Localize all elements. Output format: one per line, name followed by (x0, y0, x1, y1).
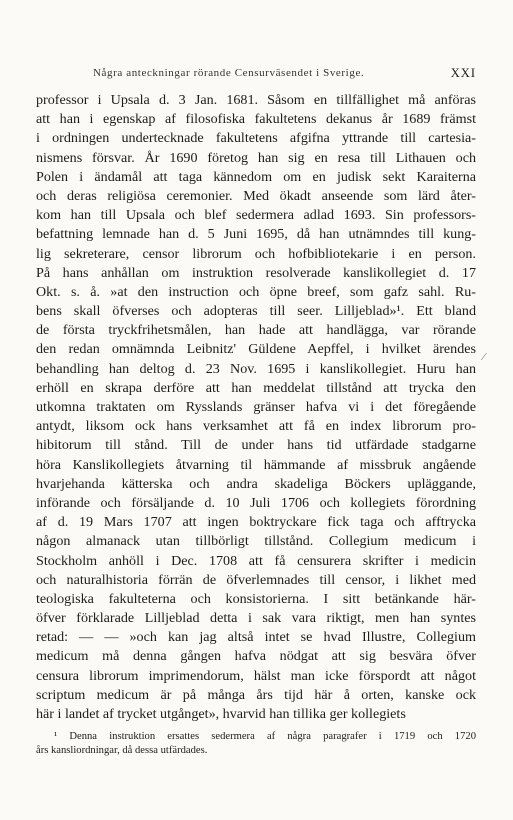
text-line: antydt, liksom ock hans verksamhet att få en index librorum pro- (36, 418, 476, 435)
text-line: På hans anhållan om instruktion resolverade kanslikollegiet d. 17 (36, 264, 476, 281)
text-line: af d. 19 Mars 1707 att ingen boktryckare fick taga och afftrycka (36, 514, 476, 531)
text-line: befattning lemnade han d. 5 Juni 1695, då han utnämndes till kung- (36, 226, 476, 243)
text-line: professor i Upsala d. 3 Jan. 1681. Såsom en tillfällighet må anföras (36, 92, 476, 108)
body-text (36, 91, 476, 724)
text-line: höra Kanslikollegiets åtvarning til hämmande af missbruk angående (36, 456, 476, 473)
text-line: kom han till Upsala och blef sedermera adlad 1693. Sin professors- (36, 207, 476, 224)
footnote-line: års kansliordningar, då dessa utfärdades. (36, 744, 208, 756)
text-line: behandling han deltog d. 23 Nov. 1695 i kanslikollegiet. Huru han (36, 360, 476, 377)
text-line: medicum må denna gången hafva nödgat att sig besvära öfver (36, 648, 476, 665)
page-header (36, 67, 476, 83)
text-line: någon almanack utan tillbörligt tillstånd. Collegium medicum i (36, 533, 476, 550)
page-number: XXI (450, 66, 476, 80)
text-line: hibitorum till stånd. Till de under hans tid utfärdade stadgarne (36, 437, 476, 454)
text-line: här i landet af trycket utgånget», hvarvid han tillika ger kollegiets (36, 706, 406, 722)
text-line: utkomna traktaten om Rysslands gränser hafva vi i det föregående (36, 399, 476, 415)
text-line: erhöll en skrapa derföre att han meddelat tillstånd att trycka den (36, 379, 476, 396)
footnote-line: ¹ Denna instruktion ersattes sedermera af några paragrafer i 1719 och 1720 (54, 731, 476, 742)
text-line: öfver förklarade Lilljeblad detta i sak vara riktigt, men han syntes (36, 610, 476, 627)
text-line: i ordningen undertecknade fakultetens afgifna yttrande till cartesia- (36, 130, 476, 147)
text-line: scriptum medicum är på många års tijd här å orten, kanske ock (36, 686, 476, 703)
text-line: censura librorum imprimendorum, hälst man icke förspordt att något (36, 667, 476, 684)
text-line: retad: — — »och kan jag altså intet se hvad Illustre, Collegium (36, 629, 476, 646)
text-line: bens skall öfverses och adopteras till seer. Lilljeblad»¹. Ett bland (36, 303, 476, 320)
text-line: den redan omnämnda Leibnitz' Güldene Aepffel, i hvilket ärendes (36, 341, 476, 358)
text-line: Polen i ändamål att taga kännedom om en judisk sekt Karaiterna (36, 168, 476, 185)
text-line: lig sekreterare, censor librorum och hofbibliotekarie i en person. (36, 245, 476, 262)
footnotes (36, 730, 476, 757)
text-line: införande och försäljande d. 10 Juli 1706 och kollegiets förordning (36, 494, 476, 511)
text-line: de första tryckfrihetsmålen, han hade att handlägga, var rörande (36, 322, 476, 339)
text-line: och naturalhistoria förrän de öfverlemnades till censor, i likhet med (36, 571, 476, 588)
text-line: nismens försvar. År 1690 företog han sig en resa till Lithauen och (36, 149, 476, 166)
text-line: att han i egenskap af filosofiska fakultetens dekanus år 1689 främst (36, 111, 476, 128)
text-line: Okt. s. å. »at den instruction och öpne breef, som gafz sahl. Ru- (36, 283, 476, 300)
text-line: och deras religiösa ceremonier. Med ökadt anseende som lärd åter- (36, 187, 476, 204)
margin-mark: ⁄ (483, 351, 485, 363)
text-line: hvarjehanda kätterska och andra skadeliga Böckers upläggande, (36, 475, 476, 492)
text-line: Stockholm anhöll i Dec. 1708 att få censurera skrifter i medicin (36, 552, 476, 569)
running-title: Några anteckningar rörande Censurväsendet i Sverige. (93, 67, 365, 79)
text-line: teologiska fakulteterna och konsistorierna. I sitt betänkande här- (36, 590, 476, 607)
